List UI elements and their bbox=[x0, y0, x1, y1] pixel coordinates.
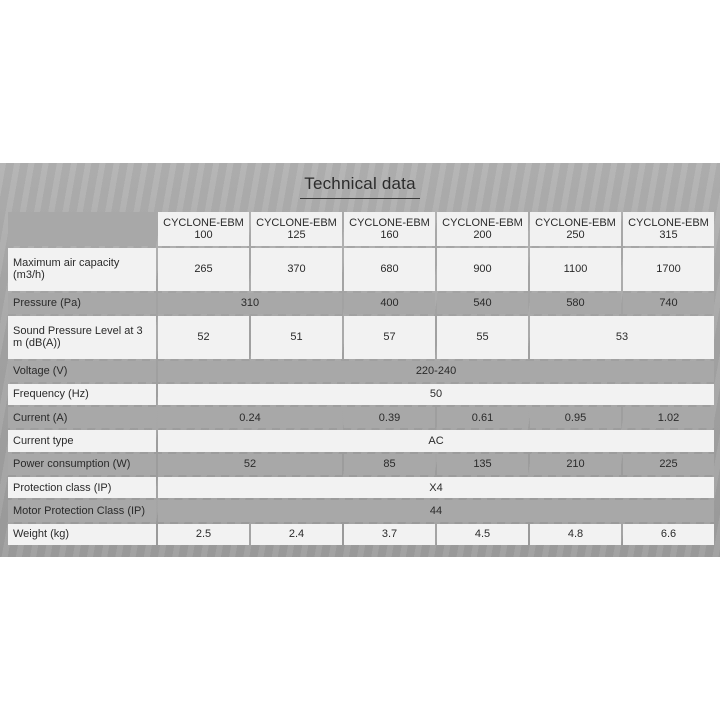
row-label: Frequency (Hz) bbox=[8, 384, 156, 405]
column-header-model: CYCLONE-EBM 250 bbox=[530, 212, 621, 246]
table-cell: 4.5 bbox=[437, 524, 528, 545]
technical-data-panel bbox=[0, 163, 720, 557]
table-row bbox=[8, 361, 714, 382]
table-cell: 44 bbox=[158, 500, 714, 521]
table-row bbox=[8, 500, 714, 521]
header-row bbox=[8, 212, 714, 246]
table-row bbox=[8, 477, 714, 498]
table-cell: 85 bbox=[344, 454, 435, 475]
table-cell: 540 bbox=[437, 293, 528, 314]
row-label: Pressure (Pa) bbox=[8, 293, 156, 314]
row-label: Maximum air capacity (m3/h) bbox=[8, 248, 156, 291]
table-cell: 370 bbox=[251, 248, 342, 291]
table-body bbox=[8, 248, 714, 545]
table-cell: 1700 bbox=[623, 248, 714, 291]
table-cell: 0.39 bbox=[344, 407, 435, 428]
column-header-model: CYCLONE-EBM 315 bbox=[623, 212, 714, 246]
table-row bbox=[8, 430, 714, 451]
table-cell: 900 bbox=[437, 248, 528, 291]
header-corner-cell bbox=[8, 212, 156, 246]
table-cell: 1.02 bbox=[623, 407, 714, 428]
table-cell: 4.8 bbox=[530, 524, 621, 545]
table-cell: 135 bbox=[437, 454, 528, 475]
title-block bbox=[0, 172, 720, 202]
table-cell: 53 bbox=[530, 316, 714, 359]
row-label: Voltage (V) bbox=[8, 361, 156, 382]
table-cell: 0.61 bbox=[437, 407, 528, 428]
table-cell: 400 bbox=[344, 293, 435, 314]
row-label: Motor Protection Class (IP) bbox=[8, 500, 156, 521]
table-cell: AC bbox=[158, 430, 714, 451]
table-cell: 57 bbox=[344, 316, 435, 359]
row-label: Sound Pressure Level at 3 m (dB(A)) bbox=[8, 316, 156, 359]
table-cell: 2.5 bbox=[158, 524, 249, 545]
row-label: Current type bbox=[8, 430, 156, 451]
table-cell: 52 bbox=[158, 454, 342, 475]
table-cell: 2.4 bbox=[251, 524, 342, 545]
table-cell: 265 bbox=[158, 248, 249, 291]
table-row bbox=[8, 316, 714, 359]
table-row bbox=[8, 384, 714, 405]
title-underline bbox=[300, 198, 420, 199]
page-title: Technical data bbox=[304, 174, 416, 193]
table-cell: 51 bbox=[251, 316, 342, 359]
table-cell: 210 bbox=[530, 454, 621, 475]
table-cell: 0.24 bbox=[158, 407, 342, 428]
table-row bbox=[8, 524, 714, 545]
row-label: Power consumption (W) bbox=[8, 454, 156, 475]
table-row bbox=[8, 293, 714, 314]
table-header bbox=[8, 212, 714, 246]
column-header-model: CYCLONE-EBM 200 bbox=[437, 212, 528, 246]
table-cell: 220-240 bbox=[158, 361, 714, 382]
table-cell: 680 bbox=[344, 248, 435, 291]
table-row bbox=[8, 454, 714, 475]
column-header-model: CYCLONE-EBM 160 bbox=[344, 212, 435, 246]
column-header-model: CYCLONE-EBM 100 bbox=[158, 212, 249, 246]
table-row bbox=[8, 248, 714, 291]
table-cell: 0.95 bbox=[530, 407, 621, 428]
row-label: Weight (kg) bbox=[8, 524, 156, 545]
technical-data-table bbox=[6, 210, 716, 547]
table-cell: 740 bbox=[623, 293, 714, 314]
column-header-model: CYCLONE-EBM 125 bbox=[251, 212, 342, 246]
table-cell: 310 bbox=[158, 293, 342, 314]
table-cell: 225 bbox=[623, 454, 714, 475]
table-cell: 6.6 bbox=[623, 524, 714, 545]
table-cell: 1100 bbox=[530, 248, 621, 291]
table-cell: X4 bbox=[158, 477, 714, 498]
table-cell: 50 bbox=[158, 384, 714, 405]
table-cell: 580 bbox=[530, 293, 621, 314]
table-cell: 3.7 bbox=[344, 524, 435, 545]
table-row bbox=[8, 407, 714, 428]
row-label: Current (A) bbox=[8, 407, 156, 428]
table-cell: 52 bbox=[158, 316, 249, 359]
table-cell: 55 bbox=[437, 316, 528, 359]
row-label: Protection class (IP) bbox=[8, 477, 156, 498]
